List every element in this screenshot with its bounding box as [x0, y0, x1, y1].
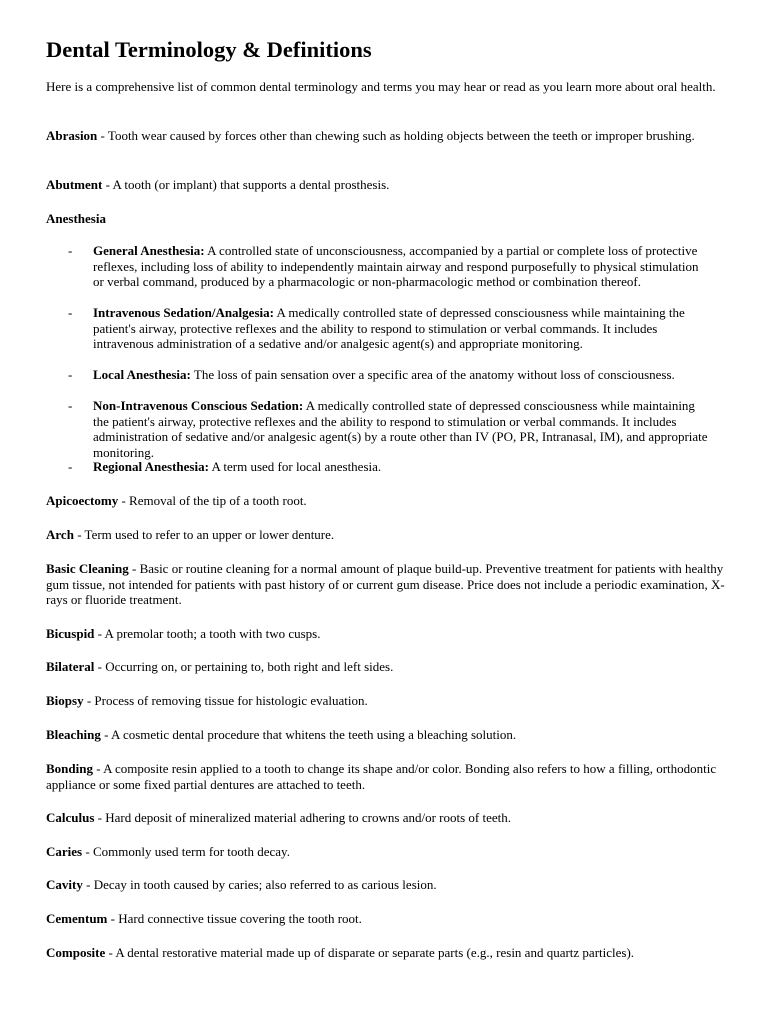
entry-term: Arch	[46, 527, 74, 542]
entry-calculus	[46, 810, 726, 826]
anesthesia-item-definition: A term used for local anesthesia.	[211, 459, 382, 474]
entry-bonding	[46, 761, 726, 792]
entry-separator: -	[128, 561, 140, 576]
entry-term: Bilateral	[46, 659, 95, 674]
anesthesia-item-non-intravenous	[68, 398, 708, 460]
entry-separator: -	[83, 693, 95, 708]
document-title: Dental Terminology & Definitions	[46, 37, 372, 62]
entry-separator: -	[94, 810, 106, 825]
anesthesia-item-term: Intravenous Sedation/Analgesia:	[93, 305, 274, 320]
entry-definition: A dental restorative material made up of disparate or separate parts (e.g., resin and quartz particles).	[115, 945, 635, 960]
entry-term: Basic Cleaning	[46, 561, 129, 576]
entry-definition: Hard deposit of mineralized material adhering to crowns and/or roots of teeth.	[105, 810, 512, 825]
entry-separator: -	[94, 659, 106, 674]
entry-definition: A tooth (or implant) that supports a dental prosthesis.	[112, 177, 390, 192]
entry-definition: Tooth wear caused by forces other than chewing such as holding objects between the teeth or improper brushing.	[107, 128, 695, 143]
entry-separator: -	[107, 911, 119, 926]
bullet-dash: -	[68, 305, 73, 320]
entry-separator: -	[105, 945, 116, 960]
entry-definition: A cosmetic dental procedure that whitens the teeth using a bleaching solution.	[111, 727, 517, 742]
entry-bicuspid	[46, 626, 726, 642]
entry-term: Composite	[46, 945, 106, 960]
entry-definition: A composite resin applied to a tooth to change its shape and/or color. Bonding also refers to how a filling, orthodontic appliance or some fixed partial dentures are attached to teeth.	[46, 761, 717, 792]
bullet-dash: -	[68, 398, 73, 413]
entry-apicoectomy	[46, 493, 726, 509]
entry-separator: -	[94, 626, 105, 641]
anesthesia-item-regional	[68, 459, 708, 475]
entry-definition: Basic or routine cleaning for a normal amount of plaque build-up. Preventive treatment for patients with healthy gum tissue, not intended for patients with past history of or current gum disease. Price does not include a periodic examination, X-rays or fluoride treatment.	[46, 561, 725, 608]
entry-definition: Term used to refer to an upper or lower denture.	[84, 527, 335, 542]
bullet-dash: -	[68, 367, 73, 382]
bullet-dash: -	[68, 243, 73, 258]
entry-basic-cleaning	[46, 561, 726, 608]
entry-abrasion	[46, 128, 726, 144]
entry-term: Apicoectomy	[46, 493, 119, 508]
entry-term: Caries	[46, 844, 83, 859]
entry-separator: -	[97, 128, 108, 143]
entry-definition: A premolar tooth; a tooth with two cusps.	[104, 626, 321, 641]
entry-caries	[46, 844, 726, 860]
anesthesia-item-definition: A controlled state of unconsciousness, accompanied by a partial or complete loss of protective reflexes, including loss of ability to independently maintain airway and respond purposefully to physical stimulation or verbal command, produced by a pharmacologic or non-pharmacologic method or combination thereof.	[93, 243, 699, 289]
entry-definition: Occurring on, or pertaining to, both right and left sides.	[105, 659, 394, 674]
entry-separator: -	[82, 877, 94, 892]
anesthesia-heading: Anesthesia	[46, 211, 106, 226]
entry-arch	[46, 527, 726, 543]
entry-separator: -	[100, 727, 112, 742]
entry-term: Abrasion	[46, 128, 98, 143]
entry-term: Bicuspid	[46, 626, 95, 641]
entry-definition: Decay in tooth caused by caries; also referred to as carious lesion.	[93, 877, 437, 892]
entry-term: Cavity	[46, 877, 83, 892]
entry-term: Bonding	[46, 761, 93, 776]
entry-term: Cementum	[46, 911, 108, 926]
entry-cementum	[46, 911, 726, 927]
entry-bilateral	[46, 659, 726, 675]
anesthesia-item-local	[68, 367, 708, 383]
anesthesia-item-term: Local Anesthesia:	[93, 367, 191, 382]
anesthesia-item-definition: A medically controlled state of depressed consciousness while maintaining the patient's airway, protective reflexes and the ability to respond to stimulation or verbal commands. It includes administration of sedative and/or analgesic agent(s) by a route other than IV (PO, PR, Intranasal, IM), and appropriate monitoring.	[93, 398, 708, 460]
entry-definition: Process of removing tissue for histologic evaluation.	[94, 693, 368, 708]
bullet-dash: -	[68, 459, 73, 474]
anesthesia-item-definition: A medically controlled state of depressed consciousness while maintaining the patient's airway, protective reflexes and the ability to respond to stimulation or verbal commands. It includes intravenous administration of a sedative and/or analgesic agent(s) and appropriate monitoring.	[93, 305, 685, 351]
anesthesia-item-term: General Anesthesia:	[93, 243, 205, 258]
anesthesia-item-definition: The loss of pain sensation over a specific area of the anatomy without loss of consciousness.	[193, 367, 675, 382]
entry-biopsy	[46, 693, 726, 709]
entry-term: Bleaching	[46, 727, 101, 742]
entry-abutment	[46, 177, 726, 193]
entry-definition: Commonly used term for tooth decay.	[92, 844, 290, 859]
entry-separator: -	[73, 527, 85, 542]
entry-separator: -	[118, 493, 130, 508]
entry-definition: Hard connective tissue covering the tooth root.	[118, 911, 362, 926]
entry-term: Biopsy	[46, 693, 84, 708]
entry-separator: -	[102, 177, 113, 192]
intro-paragraph: Here is a comprehensive list of common dental terminology and terms you may hear or read as you learn more about oral health.	[46, 79, 716, 94]
entry-term: Abutment	[46, 177, 103, 192]
anesthesia-item-term: Regional Anesthesia:	[93, 459, 209, 474]
anesthesia-item-term: Non-Intravenous Conscious Sedation:	[93, 398, 304, 413]
entry-separator: -	[82, 844, 93, 859]
anesthesia-item-general	[68, 243, 708, 290]
entry-composite	[46, 945, 726, 961]
entry-bleaching	[46, 727, 726, 743]
entry-separator: -	[92, 761, 104, 776]
entry-cavity	[46, 877, 726, 893]
entry-definition: Removal of the tip of a tooth root.	[129, 493, 307, 508]
anesthesia-item-intravenous	[68, 305, 708, 352]
entry-term: Calculus	[46, 810, 95, 825]
